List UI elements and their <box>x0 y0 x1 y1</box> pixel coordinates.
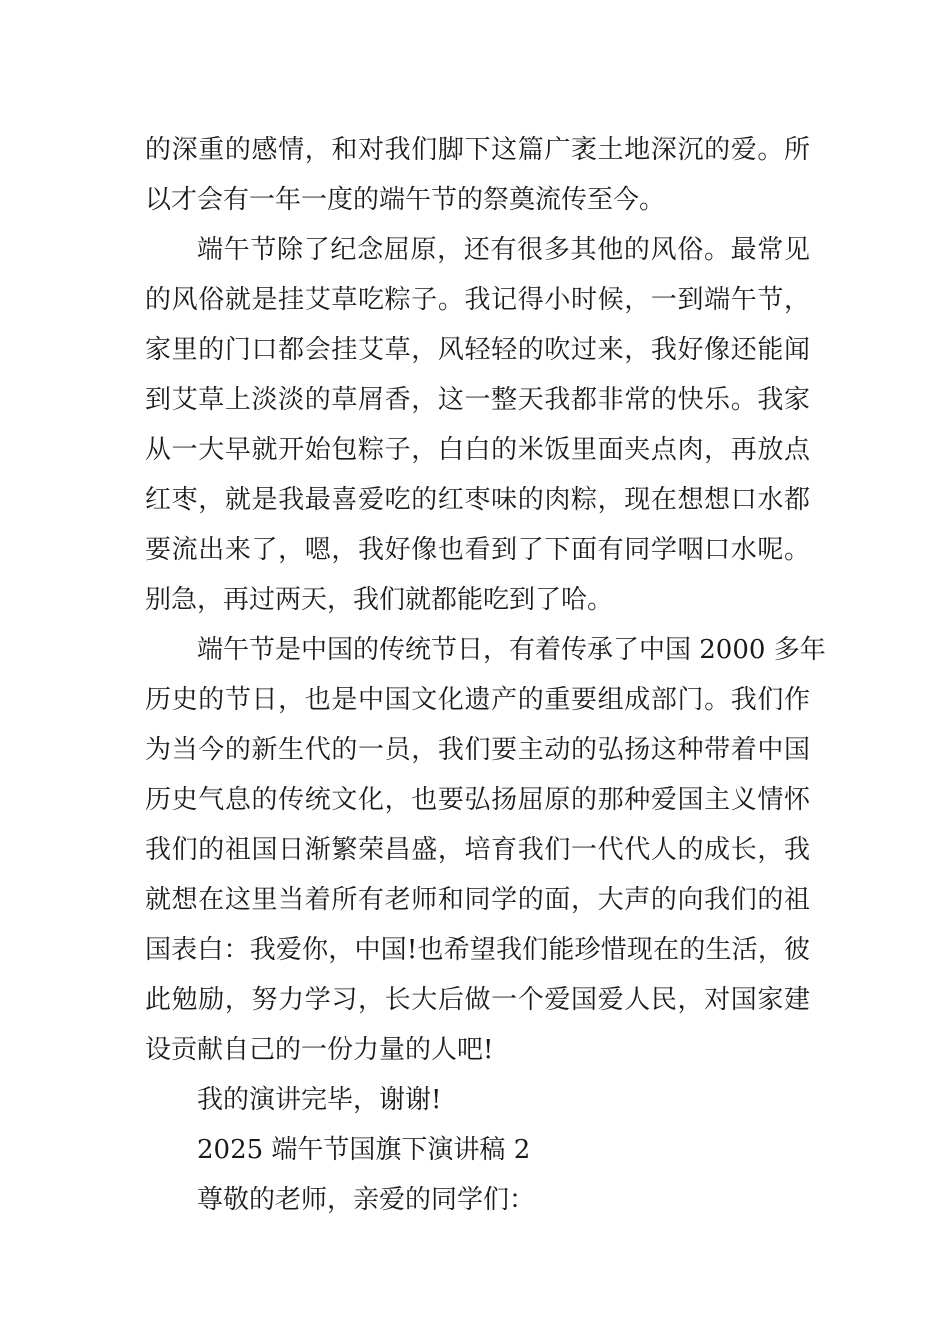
text-line: 历史气息的传统文化，也要弘扬屈原的那种爱国主义情怀 <box>145 785 810 815</box>
section-title: 2025 端午节国旗下演讲稿 2 <box>197 1135 531 1165</box>
salutation: 尊敬的老师，亲爱的同学们： <box>197 1185 536 1215</box>
closing-line: 我的演讲完毕，谢谢! <box>197 1085 442 1115</box>
paragraph-first-line: 端午节除了纪念屈原，还有很多其他的风俗。最常见 <box>197 235 810 265</box>
text-line: 家里的门口都会挂艾草，风轻轻的吹过来，我好像还能闻 <box>145 335 810 365</box>
text-line: 从一大早就开始包粽子，白白的米饭里面夹点肉，再放点 <box>145 435 810 465</box>
text-line: 国表白：我爱你，中国!也希望我们能珍惜现在的生活，彼 <box>145 935 810 965</box>
text-line: 的风俗就是挂艾草吃粽子。我记得小时候，一到端午节， <box>145 285 810 315</box>
text-line: 就想在这里当着所有老师和同学的面，大声的向我们的祖 <box>145 885 810 915</box>
text-line: 别急，再过两天，我们就都能吃到了哈。 <box>145 585 614 615</box>
text-line: 历史的节日，也是中国文化遗产的重要组成部门。我们作 <box>145 685 810 715</box>
text-line: 我们的祖国日渐繁荣昌盛，培育我们一代代人的成长，我 <box>145 835 810 865</box>
text-line: 设贡献自己的一份力量的人吧! <box>145 1035 494 1065</box>
text-line: 要流出来了，嗯，我好像也看到了下面有同学咽口水呢。 <box>145 535 810 565</box>
text-line: 红枣，就是我最喜爱吃的红枣味的肉粽，现在想想口水都 <box>145 485 810 515</box>
text-line: 此勉励，努力学习，长大后做一个爱国爱人民，对国家建 <box>145 985 810 1015</box>
text-line: 的深重的感情，和对我们脚下这篇广袤土地深沉的爱。所 <box>145 135 810 165</box>
text-line: 为当今的新生代的一员，我们要主动的弘扬这种带着中国 <box>145 735 810 765</box>
paragraph-first-line: 端午节是中国的传统节日，有着传承了中国 2000 多年 <box>197 635 826 665</box>
text-line: 到艾草上淡淡的草屑香，这一整天我都非常的快乐。我家 <box>145 385 810 415</box>
text-line: 以才会有一年一度的端午节的祭奠流传至今。 <box>145 185 666 215</box>
